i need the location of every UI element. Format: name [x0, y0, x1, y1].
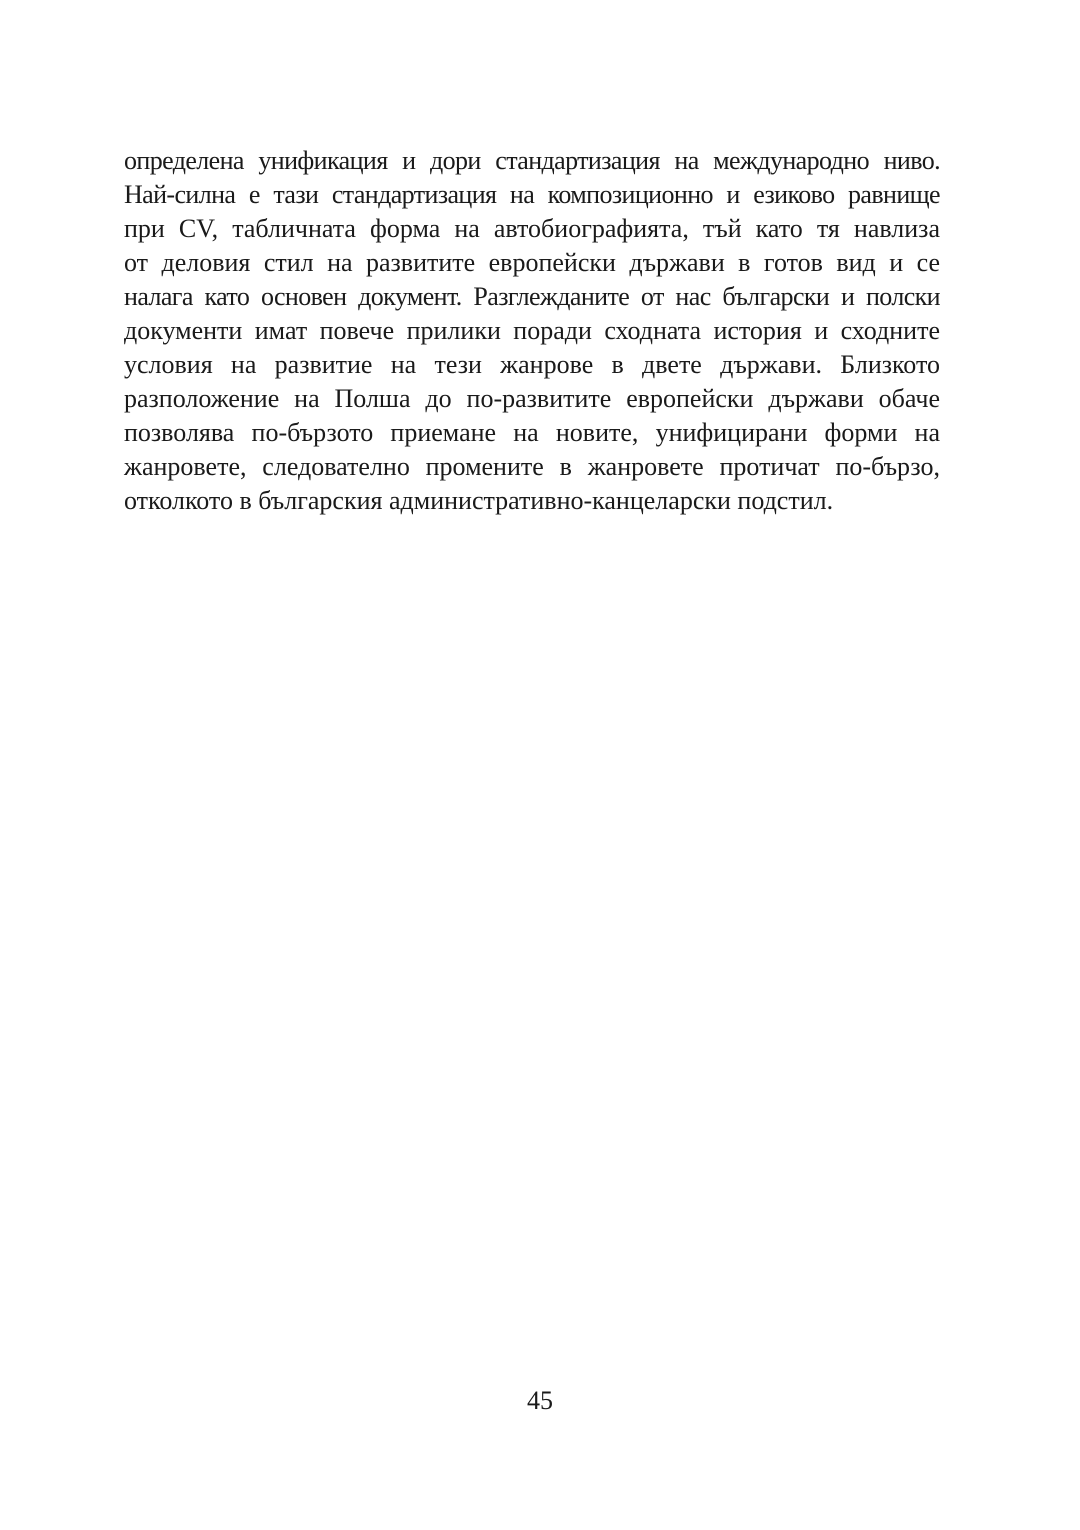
paragraph-line: при CV, табличната форма на автобиографията, тъй като тя навлиза: [124, 214, 940, 243]
paragraph-line: налага като основен документ. Разглежданите от нас български и полски: [124, 282, 940, 311]
paragraph-line: документи имат повече прилики поради сходната история и сходните: [124, 316, 940, 345]
body-paragraph: [124, 144, 940, 518]
paragraph-line: отколкото в българския административно-канцеларски подстил.: [124, 486, 834, 515]
paragraph-line: от деловия стил на развитите европейски държави в готов вид и се: [124, 248, 940, 277]
paragraph-line: определена унификация и дори стандартизация на международно ниво.: [124, 146, 940, 175]
paragraph-line: позволява по-бързото приемане на новите, унифицирани форми на: [124, 418, 940, 447]
paragraph-line: Най-силна е тази стандартизация на композиционно и езиково равнище: [124, 180, 940, 209]
paragraph-line: разположение на Полша до по-развитите европейски държави обаче: [124, 384, 940, 413]
paragraph-line: жанровете, следователно промените в жанровете протичат по-бързо,: [124, 452, 940, 481]
paragraph-line: условия на развитие на тези жанрове в двете държави. Близкото: [124, 350, 940, 379]
page-number: 45: [527, 1386, 553, 1415]
